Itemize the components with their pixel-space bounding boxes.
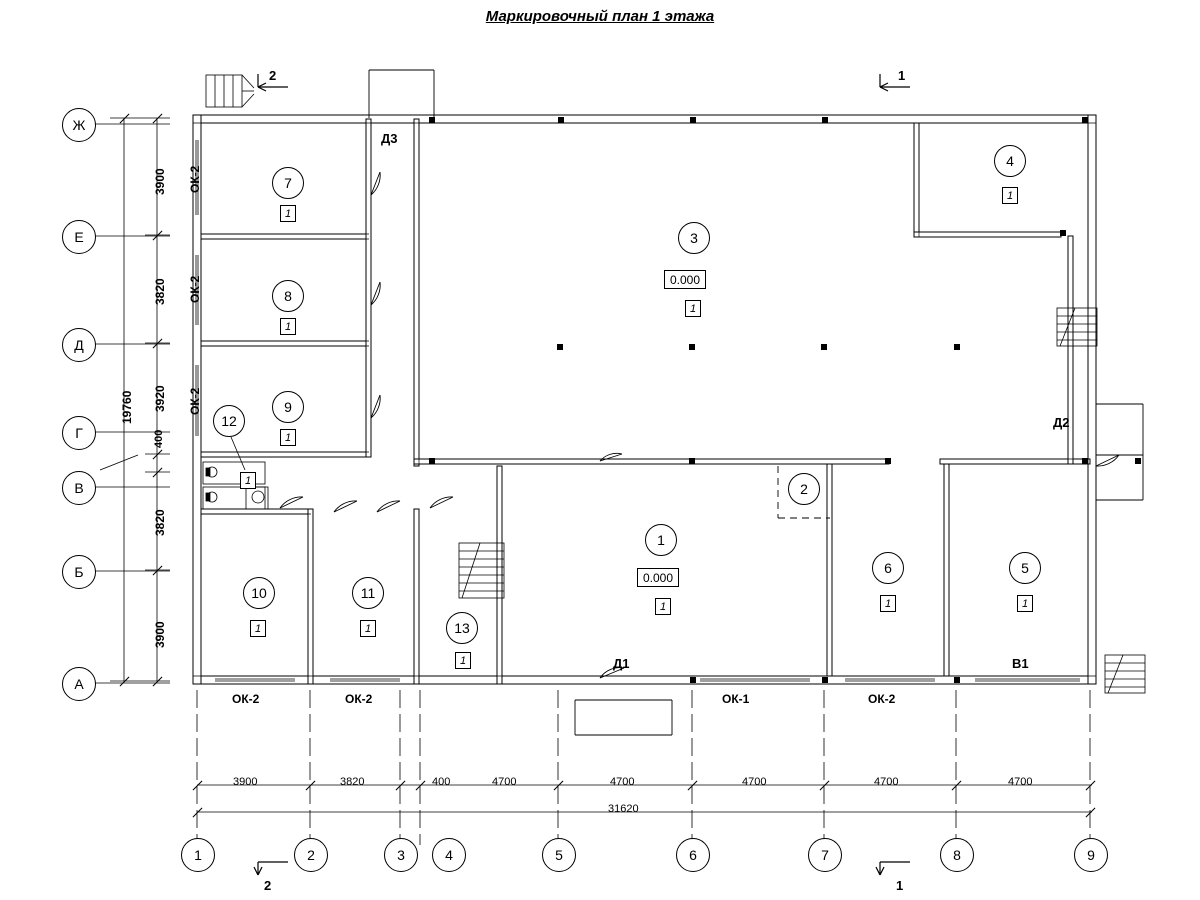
room-bubble-13[interactable]: 13 <box>446 612 478 644</box>
dim-h-4700-2: 4700 <box>610 776 635 788</box>
finish-tag-5: 1 <box>1017 595 1033 612</box>
dim-v-total: 19760 <box>120 390 134 424</box>
section-mark-top-left: 2 <box>269 68 277 83</box>
axis-bubble-5[interactable]: 5 <box>542 838 576 872</box>
axis-bubble-6[interactable]: 6 <box>676 838 710 872</box>
level-mark-3: 0.000 <box>664 270 706 289</box>
finish-tag-12: 1 <box>240 472 256 489</box>
dim-v-3900: 3900 <box>153 168 167 195</box>
axis-bubble-3[interactable]: 3 <box>384 838 418 872</box>
axis-bubble-7[interactable]: 7 <box>808 838 842 872</box>
dim-h-4700-5: 4700 <box>1008 776 1033 788</box>
dim-h-3820: 3820 <box>340 776 365 788</box>
dim-h-3900: 3900 <box>233 776 258 788</box>
finish-tag-7: 1 <box>280 205 296 222</box>
axis-bubble-e[interactable]: Е <box>62 220 96 254</box>
axis-bubble-b[interactable]: Б <box>62 555 96 589</box>
dim-h-4700-4: 4700 <box>874 776 899 788</box>
dim-h-400: 400 <box>432 776 451 788</box>
door-label-v1: В1 <box>1012 656 1029 671</box>
door-label-d3: Д3 <box>381 131 398 146</box>
section-mark-top-right: 1 <box>898 68 906 83</box>
axis-bubble-g[interactable]: Г <box>62 416 96 450</box>
room-bubble-7[interactable]: 7 <box>272 167 304 199</box>
dim-v-3820: 3820 <box>153 278 167 305</box>
axis-bubble-zh[interactable]: Ж <box>62 108 96 142</box>
finish-tag-8: 1 <box>280 318 296 335</box>
axis-bubble-2[interactable]: 2 <box>294 838 328 872</box>
room-bubble-2[interactable]: 2 <box>788 473 820 505</box>
room-bubble-9[interactable]: 9 <box>272 391 304 423</box>
page-title: Маркировочный план 1 этажа <box>485 8 715 25</box>
window-label-bottom-1: ОК-2 <box>232 692 260 706</box>
room-bubble-6[interactable]: 6 <box>872 552 904 584</box>
room-bubble-3[interactable]: 3 <box>678 222 710 254</box>
dim-h-4700-3: 4700 <box>742 776 767 788</box>
dim-v-3920: 3920 <box>153 385 167 412</box>
dim-v-400: 400 <box>153 429 165 448</box>
door-label-d1: Д1 <box>613 656 630 671</box>
finish-tag-4: 1 <box>1002 187 1018 204</box>
finish-tag-6: 1 <box>880 595 896 612</box>
finish-tag-10: 1 <box>250 620 266 637</box>
dim-v-3900-2: 3900 <box>153 621 167 648</box>
finish-tag-11: 1 <box>360 620 376 637</box>
dim-h-total: 31620 <box>608 803 639 815</box>
finish-tag-13: 1 <box>455 652 471 669</box>
axis-bubble-1[interactable]: 1 <box>181 838 215 872</box>
window-label-bottom-4: ОК-2 <box>868 692 896 706</box>
window-label-left-3: ОК-2 <box>188 387 202 415</box>
window-label-left-2: ОК-2 <box>188 275 202 303</box>
room-bubble-10[interactable]: 10 <box>243 577 275 609</box>
axis-bubble-9[interactable]: 9 <box>1074 838 1108 872</box>
axis-bubble-4[interactable]: 4 <box>432 838 466 872</box>
axis-bubble-a[interactable]: А <box>62 667 96 701</box>
room-bubble-1[interactable]: 1 <box>645 524 677 556</box>
level-mark-1: 0.000 <box>637 568 679 587</box>
finish-tag-3: 1 <box>685 300 701 317</box>
room-bubble-11[interactable]: 11 <box>352 577 384 609</box>
door-label-d2: Д2 <box>1053 415 1070 430</box>
section-mark-bottom-left: 2 <box>264 878 272 893</box>
window-label-bottom-2: ОК-2 <box>345 692 373 706</box>
room-bubble-8[interactable]: 8 <box>272 280 304 312</box>
room-bubble-4[interactable]: 4 <box>994 145 1026 177</box>
dim-v-3820-2: 3820 <box>153 509 167 536</box>
window-label-left-1: ОК-2 <box>188 165 202 193</box>
axis-bubble-8[interactable]: 8 <box>940 838 974 872</box>
room-bubble-12[interactable]: 12 <box>213 405 245 437</box>
window-label-bottom-3: ОК-1 <box>722 692 750 706</box>
axis-bubble-d[interactable]: Д <box>62 328 96 362</box>
finish-tag-1: 1 <box>655 598 671 615</box>
finish-tag-9: 1 <box>280 429 296 446</box>
room-bubble-5[interactable]: 5 <box>1009 552 1041 584</box>
axis-bubble-v[interactable]: В <box>62 471 96 505</box>
section-mark-bottom-right: 1 <box>896 878 904 893</box>
dim-h-4700-1: 4700 <box>492 776 517 788</box>
